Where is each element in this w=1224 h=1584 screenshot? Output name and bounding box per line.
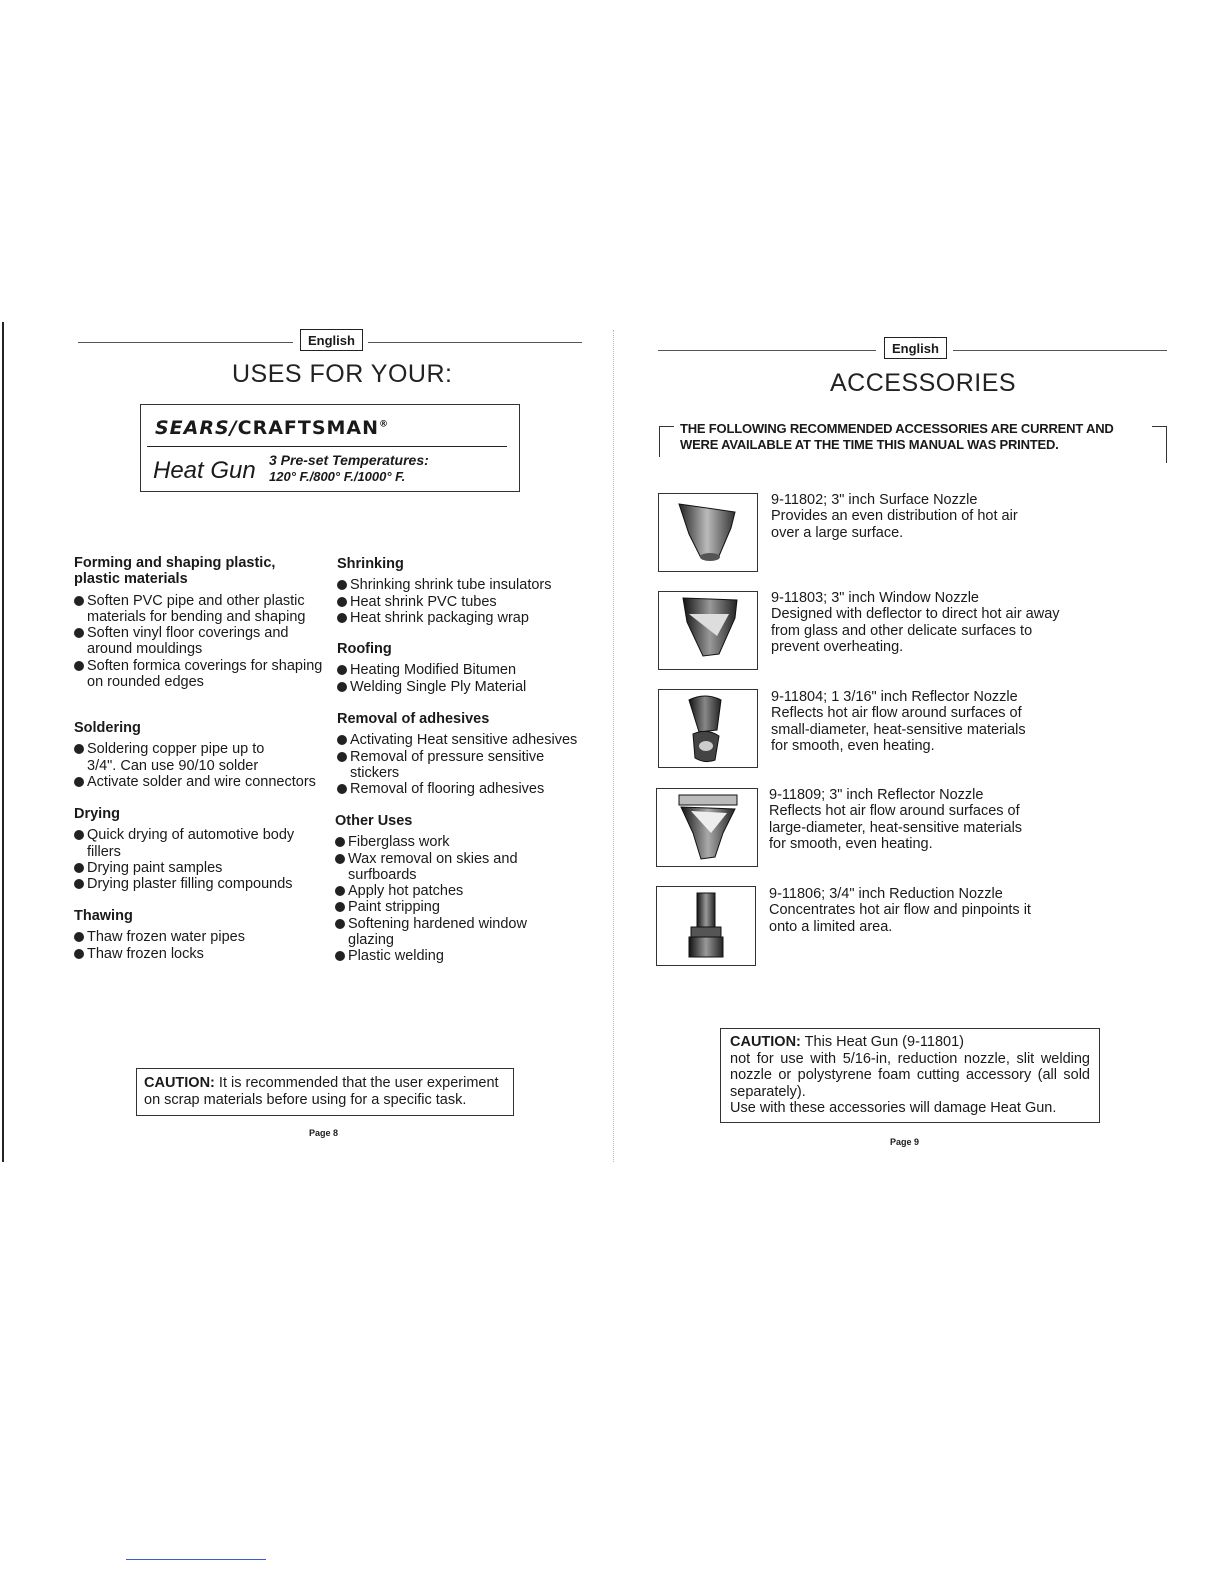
notice-line-2: WERE AVAILABLE AT THE TIME THIS MANUAL WAS PRINTED. [680, 437, 1059, 452]
accessory-desc-1: Reflects hot air flow around surfaces of [771, 705, 1022, 722]
small-reflector-nozzle-image [658, 689, 758, 768]
brand-craftsman: CRAFTSMAN [237, 417, 380, 439]
section-heading: Thawing [74, 908, 133, 924]
accessory-title: 9-11809; 3" inch Reflector Nozzle [769, 787, 984, 803]
accessory-desc-1: Concentrates hot air flow and pinpoints it [769, 902, 1031, 919]
caution-text: It is recommended that the user experiment on scrap materials before using for a specific task. [144, 1075, 499, 1108]
accessory-large-reflector-nozzle [769, 787, 1069, 852]
header-rule-right [953, 350, 1167, 351]
list-item: Welding Single Ply Material [337, 679, 587, 695]
accessory-title: 9-11804; 1 3/16" inch Reflector Nozzle [771, 689, 1018, 705]
brand-logo [155, 417, 389, 439]
list-item: Wax removal on skies and surfboards [335, 851, 538, 884]
accessory-small-reflector-nozzle [771, 689, 1071, 754]
section-removal [337, 711, 587, 797]
list-item: Thaw frozen water pipes [74, 929, 314, 945]
page-fold-line [613, 330, 614, 1162]
temperatures-label: 3 Pre-set Temperatures: [269, 452, 429, 468]
header-rule-left [78, 342, 293, 343]
list-item: Activate solder and wire connectors [74, 774, 324, 790]
list-item: Shrinking shrink tube insulators [337, 577, 587, 593]
list-item: Removal of pressure sensitive stickers [337, 749, 560, 782]
list-item: Activating Heat sensitive adhesives [337, 732, 587, 748]
list-item: Soften vinyl floor coverings and around mouldings [74, 625, 324, 658]
accessory-desc-1: Reflects hot air flow around surfaces of [769, 803, 1020, 820]
link-underline [126, 1559, 266, 1560]
list-item: Soften PVC pipe and other plastic materials for bending and shaping [74, 593, 324, 626]
section-heading: Shrinking [337, 556, 404, 572]
reduction-nozzle-image [656, 886, 756, 966]
list-item: Heating Modified Bitumen [337, 662, 587, 678]
accessory-surface-nozzle [771, 492, 1071, 541]
notice-line-1: THE FOLLOWING RECOMMENDED ACCESSORIES ARE CURRENT AND [680, 421, 1114, 436]
window-nozzle-image [658, 591, 758, 670]
accessory-desc-2: from glass and other delicate surfaces to [771, 622, 1033, 639]
brand-sears: SEARS/ [155, 417, 238, 439]
section-heading: Drying [74, 806, 120, 822]
large-reflector-nozzle-icon [657, 789, 757, 866]
caution-label: CAUTION: [144, 1075, 215, 1091]
list-item: Soldering copper pipe up to 3/4". Can use 90/10 solder [74, 741, 277, 774]
section-heading: Removal of adhesives [337, 711, 490, 727]
surface-nozzle-image [658, 493, 758, 572]
section-thawing [74, 908, 314, 962]
accessory-title: 9-11806; 3/4" inch Reduction Nozzle [769, 886, 1003, 902]
list-item: Apply hot patches [335, 883, 565, 899]
heading-line-1: Forming and shaping plastic, [74, 555, 276, 571]
heading-line-2: plastic materials [74, 571, 188, 588]
large-reflector-nozzle-image [656, 788, 758, 867]
language-tab: English [300, 329, 363, 351]
small-reflector-nozzle-icon [659, 690, 757, 767]
caution-line-1: This Heat Gun (9-11801) [804, 1034, 964, 1050]
accessory-desc-3: prevent overheating. [771, 638, 904, 655]
section-forming [74, 555, 324, 690]
language-tab: English [884, 337, 947, 359]
caution-line-2: not for use with 5/16-in, reduction nozzle, slit welding nozzle or polystyrene foam cutting accessory (all sold separately). [730, 1050, 1090, 1100]
window-nozzle-icon [659, 592, 757, 669]
list-item: Heat shrink packaging wrap [337, 610, 587, 626]
accessory-desc-3: for smooth, even heating. [769, 835, 933, 852]
page-title: USES FOR YOUR: [232, 360, 453, 388]
accessory-desc-2: over a large surface. [771, 524, 904, 541]
caution-box [720, 1028, 1100, 1123]
list-item: Plastic welding [335, 948, 565, 964]
left-edge-line [2, 322, 4, 1162]
accessory-title: 9-11803; 3" inch Window Nozzle [771, 590, 979, 606]
accessories-notice [680, 421, 1150, 453]
list-item: Quick drying of automotive body fillers [74, 827, 302, 860]
list-item: Fiberglass work [335, 834, 565, 850]
section-shrinking [337, 556, 587, 626]
list-item: Drying plaster filling compounds [74, 876, 314, 892]
section-heading [74, 555, 324, 588]
accessory-desc-2: onto a limited area. [769, 918, 893, 935]
caution-line-3: Use with these accessories will damage Heat Gun. [730, 1100, 1057, 1116]
section-heading: Other Uses [335, 813, 413, 829]
section-heading: Soldering [74, 720, 141, 736]
list-item: Drying paint samples [74, 860, 314, 876]
accessory-desc-3: for smooth, even heating. [771, 737, 935, 754]
caution-label: CAUTION: [730, 1034, 801, 1050]
section-roofing [337, 641, 587, 695]
accessory-desc-2: small-diameter, heat-sensitive materials [771, 721, 1026, 738]
accessory-desc-1: Provides an even distribution of hot air [771, 508, 1018, 525]
page-number: Page 9 [890, 1137, 920, 1147]
section-drying [74, 806, 314, 892]
section-soldering [74, 720, 324, 790]
temperatures-values: 120° F./800° F./1000° F. [269, 469, 406, 484]
list-item: Softening hardened window glazing [335, 916, 548, 949]
surface-nozzle-icon [659, 494, 757, 571]
accessory-title: 9-11802; 3" inch Surface Nozzle [771, 492, 978, 508]
brand-divider [147, 446, 507, 447]
list-item: Heat shrink PVC tubes [337, 594, 587, 610]
header-rule-left [658, 350, 876, 351]
accessory-window-nozzle [771, 590, 1091, 655]
accessory-reduction-nozzle [769, 886, 1069, 935]
page-number: Page 8 [309, 1128, 339, 1138]
list-item: Removal of flooring adhesives [337, 781, 587, 797]
accessory-desc-1: Designed with deflector to direct hot air away [771, 606, 1060, 623]
notice-bracket-left [659, 426, 674, 457]
caution-box [136, 1068, 514, 1116]
brand-trademark: ® [379, 419, 390, 430]
section-heading: Roofing [337, 641, 392, 657]
product-name: Heat Gun [153, 457, 256, 484]
header-rule-right [368, 342, 582, 343]
notice-bracket-right [1152, 426, 1167, 463]
list-item: Thaw frozen locks [74, 946, 314, 962]
brand-box [140, 404, 520, 492]
page-title: ACCESSORIES [830, 369, 1017, 397]
list-item: Soften formica coverings for shaping on rounded edges [74, 658, 324, 691]
accessory-desc-2: large-diameter, heat-sensitive materials [769, 819, 1023, 836]
list-item: Paint stripping [335, 899, 565, 915]
section-other-uses [335, 813, 565, 965]
reduction-nozzle-icon [657, 887, 755, 965]
